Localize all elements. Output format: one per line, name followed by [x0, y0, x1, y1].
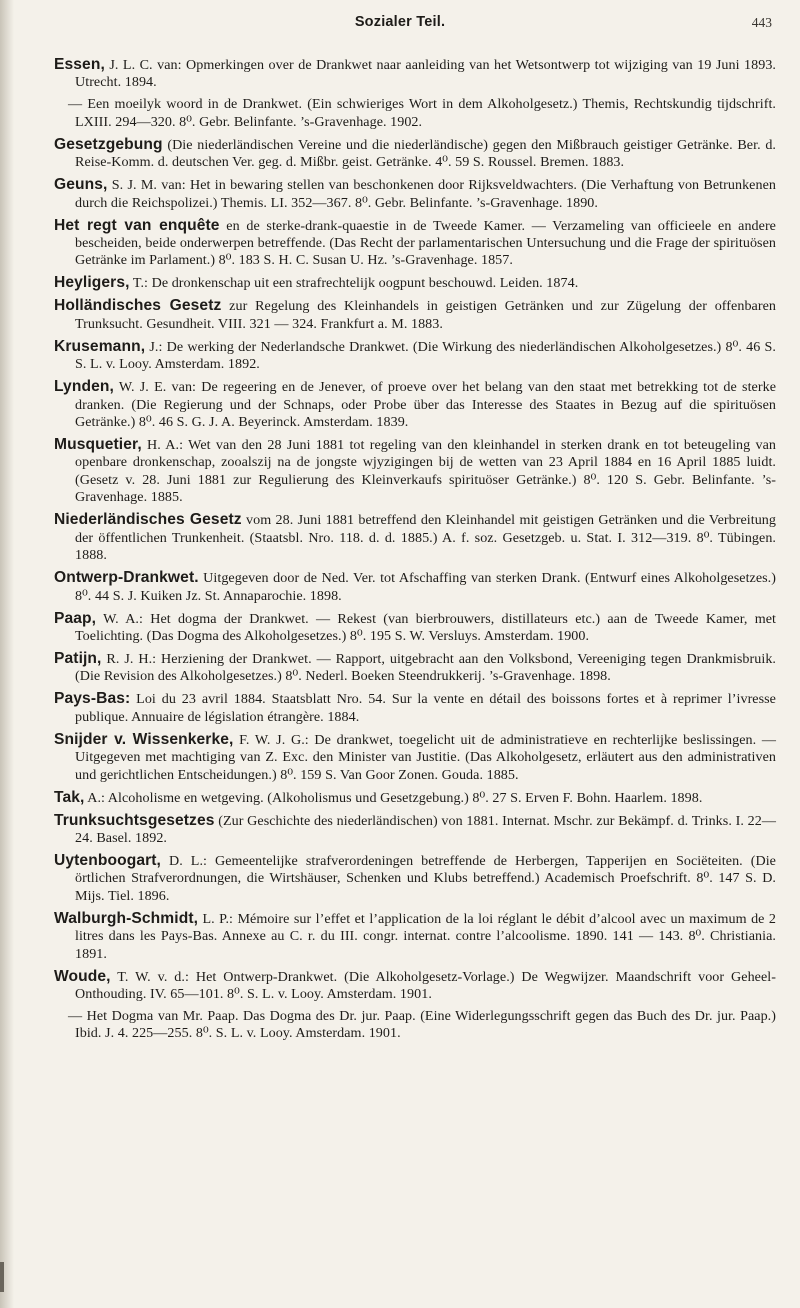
entry-heading: Lynden,: [54, 378, 114, 396]
entry-heading: Geuns,: [54, 176, 108, 194]
entry-text: J.: De werking der Nederlandsche Drankwet. (Die Wirkung des niederländischen Alkoholgesetzes.) 8⁰. 46 S. S. L. v. Looy. Amsterdam. 1892.: [75, 338, 776, 373]
bibliography-entry: [54, 852, 776, 905]
bibliography-entry: [54, 297, 776, 333]
entry-text: Loi du 23 avril 1884. Staatsblatt Nro. 54. Sur la vente en détail des boissons fortes et à reprimer l’ivresse publique. Annuaire de législation étrangère. 1884.: [75, 691, 776, 725]
entry-text: T. W. v. d.: Het Ontwerp-Drankwet. (Die Alkoholgesetz-Vorlage.) De Wegwijzer. Maandschrift voor Geheel-Onthouding. IV. 65—101. 8⁰. S. L. v. Looy. Amsterdam. 1901.: [75, 968, 776, 1002]
entry-text: W. J. E. van: De regeering en de Jenever, of proeve over het belang van den staat met betrekking tot de sterke dranken. (Die Regierung und der Schnaps, oder Probe über das Interesse des Staates in Bezug auf die spirituösen Getränke.) 8⁰. 46 S. G. J. A. Beyerinck. Amsterdam. 1839.: [75, 379, 776, 431]
entry-text: (Zur Geschichte des niederländischen) von 1881. Internat. Mschr. zur Bekämpf. d. Trinks. I. 22—24. Basel. 1892.: [75, 812, 776, 846]
entry-text: vom 28. Juni 1881 betreffend den Kleinhandel mit geistigen Getränken und die Verbreitung der öffentlichen Trunkenheit. (Staatsbl. Nro. 118. d. d. 1885.) A. f. soz. Gesetzgeb. u. Stat. I. 312—319. 8⁰. Tübingen. 1888.: [75, 512, 777, 564]
entry-heading: Krusemann,: [54, 337, 146, 355]
bibliography-list: [54, 56, 776, 1047]
entry-heading: Walburgh-Schmidt,: [54, 909, 199, 927]
entry-text: F. W. J. G.: De drankwet, toegelicht uit de administratieve en rechterlijke beslissingen. — Uitgegeven met machtiging van Z. Exc. den Minister van Justitie. (Das Alkoholgesetz, erläutert aus den administrativen und gerichtlichen Entscheidungen.) 8⁰. 159 S. Van Goor Zonen. Gouda. 1885.: [75, 731, 777, 783]
bibliography-entry: [54, 910, 776, 963]
bibliography-entry: [54, 136, 776, 172]
bibliography-entry: [54, 731, 776, 784]
bibliography-entry: [54, 812, 776, 848]
entry-heading: Paap,: [54, 609, 97, 627]
bibliography-entry: [54, 511, 776, 564]
entry-text: en de sterke-drank-quaestie in de Tweede Kamer. — Verzameling van officieele en andere bescheiden, beide onderwerpen betreffende. (Das Recht der parlamentarischen Untersuchung und die Frage der spirituösen Getränke im Parlament.) 8⁰. 183 S. H. C. Susan U. Hz. ’s-Gravenhage. 1857.: [75, 217, 776, 269]
page-number: 443: [751, 15, 772, 30]
entry-heading: Uytenboogart,: [54, 851, 161, 869]
bibliography-entry: [54, 274, 776, 292]
entry-text: zur Regelung des Kleinhandels in geistigen Getränken und zur Zügelung der offenbaren Trunksucht. Gesundheit. VIII. 321 — 324. Frankfurt a. M. 1883.: [75, 298, 776, 332]
entry-heading: Het regt van enquête: [54, 216, 220, 234]
bibliography-entry: [54, 650, 776, 686]
bibliography-entry: [54, 1008, 776, 1043]
bibliography-entry: [54, 789, 776, 807]
entry-heading: Musquetier,: [54, 436, 142, 454]
bibliography-entry: [54, 436, 776, 507]
entry-heading: Patijn,: [54, 649, 102, 667]
entry-text: D. L.: Gemeentelijke strafverordeningen betreffende de Herbergen, Tapperijen en Sociëteiten. (Die örtlichen Strafverordnungen, die Wirtshäuser, Schenken und Klubs betreffend.) Academisch Proefschrift. 8⁰. 147 S. D. Mijs. Tiel. 1896.: [75, 852, 776, 904]
entry-heading: Pays-Bas:: [54, 690, 131, 708]
bibliography-entry: [54, 56, 776, 92]
entry-heading: Ontwerp-Drankwet.: [54, 569, 199, 587]
running-title: Sozialer Teil.: [354, 14, 446, 30]
bibliography-entry: [54, 610, 776, 646]
entry-text: J. L. C. van: Opmerkingen over de Drankwet naar aanleiding van het Wetsontwerp tot wijziging van 19 Juni 1893. Utrecht. 1894.: [75, 57, 776, 91]
entry-text: W. A.: Het dogma der Drankwet. — Rekest (van bierbrouwers, distillateurs etc.) aan de Tweede Kamer, met Toelichting. (Das Dogma des Alkoholgesetzes.) 8⁰. 195 S. W. Versluys. Amsterdam. 1900.: [75, 610, 776, 644]
entry-text: L. P.: Mémoire sur l’effet et l’application de la loi réglant le débit d’alcool avec un maximum de 2 litres dans les Pays-Bas. Annexe au C. r. du III. congr. internat. contre l’alcoolisme. 1890. 141 — 143. 8⁰. Christiania. 1891.: [75, 910, 776, 962]
bibliography-entry: [54, 96, 776, 131]
bibliography-entry: [54, 217, 776, 270]
page-header: [0, 14, 800, 38]
entry-heading: Holländisches Gesetz: [54, 297, 222, 315]
entry-text: — Het Dogma van Mr. Paap. Das Dogma des Dr. jur. Paap. (Eine Widerlegungsschrift gegen das Buch des Dr. jur. Paap.) Ibid. J. 4. 225—255. 8⁰. S. L. v. Looy. Amsterdam. 1901.: [68, 1007, 776, 1042]
page-edge-shadow: [0, 0, 14, 1308]
entry-text: (Die niederländischen Vereine und die niederländische) gegen den Mißbrauch geistiger Getränke. Ber. d. Reise-Komm. d. deutschen Ver. geg. d. Mißbr. geist. Getränke. 4⁰. 59 S. Roussel. Bremen. 1883.: [75, 136, 776, 171]
entry-heading: Gesetzgebung: [54, 135, 163, 153]
entry-heading: Heyligers,: [54, 274, 130, 292]
bibliography-entry: [54, 690, 776, 726]
bibliography-entry: [54, 378, 776, 431]
bibliography-entry: [54, 569, 776, 605]
entry-text: H. A.: Wet van den 28 Juni 1881 tot regeling van den kleinhandel in sterken drank en tot beteugeling van openbare dronkenschap, zooalszij na de jongste wjyzigingen bij de wetten van 23 April 1884 en 16 April 1885 luidt. (Gesetz v. 28. Juni 1881 zur Regulierung des Kleinverkaufs spirituöser Getränke.) 8⁰. 120 S. Gebr. Belinfante. ’s-Gravenhage. 1885.: [75, 437, 776, 506]
entry-heading: Niederländisches Gesetz: [54, 511, 242, 529]
entry-heading: Snijder v. Wissenkerke,: [54, 730, 234, 748]
entry-text: A.: Alcoholisme en wetgeving. (Alkoholismus und Gesetzgebung.) 8⁰. 27 S. Erven F. Bohn. Haarlem. 1898.: [84, 789, 703, 806]
entry-text: — Een moeilyk woord in de Drankwet. (Ein schwieriges Wort in dem Alkoholgesetz.) Themis, Rechtskundig tijdschrift. LXIII. 294—320. 8⁰. Gebr. Belinfante. ’s-Gravenhage. 1902.: [68, 96, 776, 130]
bibliography-entry: [54, 338, 776, 374]
entry-heading: Trunksuchtsgesetzes: [54, 811, 215, 829]
entry-heading: Tak,: [54, 788, 85, 806]
entry-text: S. J. M. van: Het in bewaring stellen van beschonkenen door Rijksveldwachters. (Die Verhaftung von Betrunkenen durch die Reichspolizei.) Themis. LI. 352—367. 8⁰. Gebr. Belinfante. ’s-Gravenhage. 1890.: [75, 177, 776, 211]
entry-text: T.: De dronkenschap uit een strafrechtelijk oogpunt beschouwd. Leiden. 1874.: [129, 275, 579, 292]
entry-text: Uitgegeven door de Ned. Ver. tot Afschaffing van sterken Drank. (Entwurf eines Alkoholgesetzes.) 8⁰. 44 S. J. Kuiken Jz. St. Annaparochie. 1898.: [75, 570, 776, 604]
entry-heading: Woude,: [54, 967, 111, 985]
bibliography-entry: [54, 176, 776, 212]
entry-heading: Essen,: [54, 56, 105, 73]
page-edge-mark: [0, 1262, 4, 1292]
bibliography-entry: [54, 968, 776, 1004]
entry-text: R. J. H.: Herziening der Drankwet. — Rapport, uitgebracht aan den Volksbond, Vereeniging tegen Drankmisbruik. (Die Revision des Alkoholgesetzes.) 8⁰. Nederl. Boeken Steendrukkerij. ’s-Gravenhage. 1898.: [75, 650, 776, 685]
